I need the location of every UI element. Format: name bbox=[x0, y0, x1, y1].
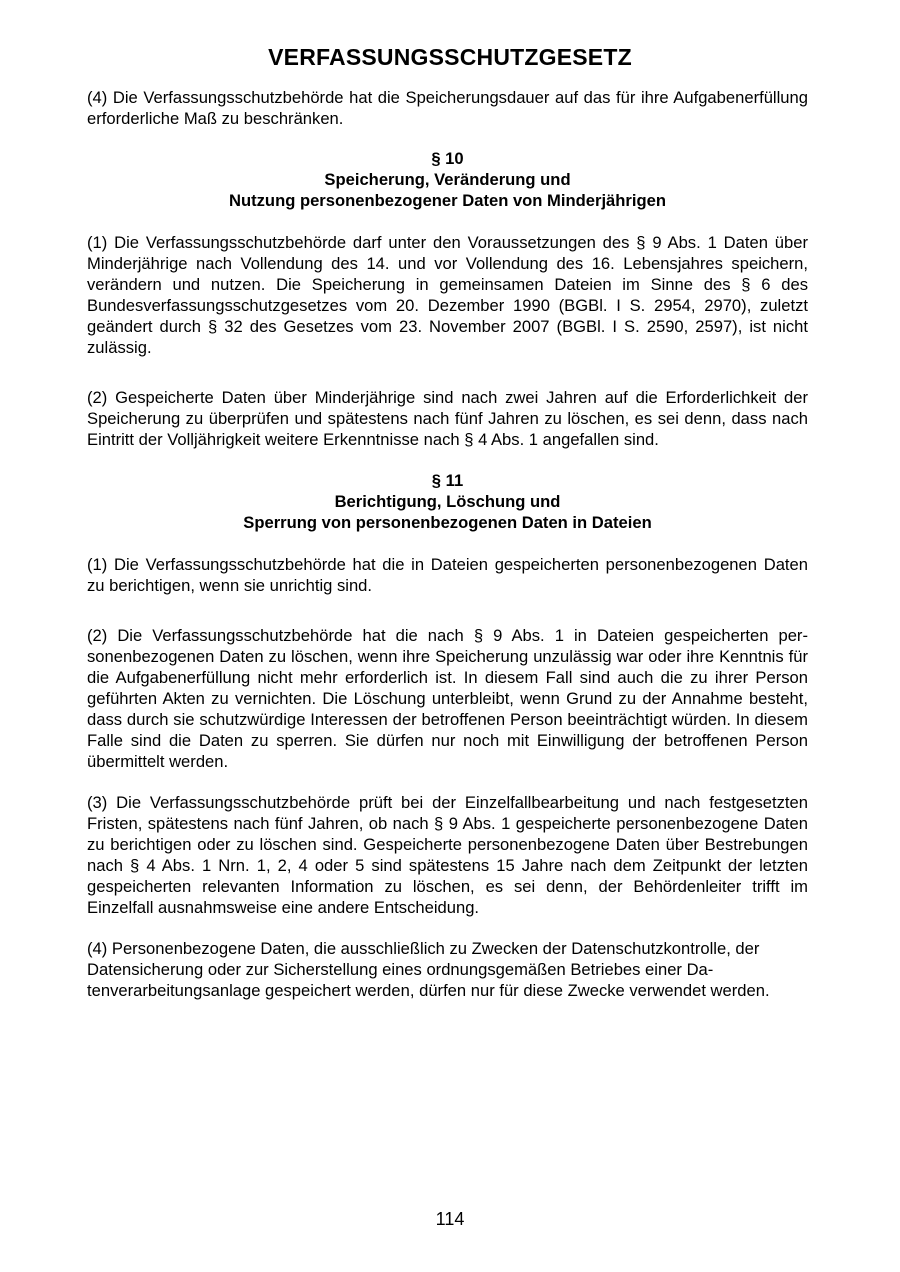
section-11-title-line1: Berichtigung, Löschung und bbox=[334, 492, 561, 511]
intro-paragraph: (4) Die Verfassungsschutzbehörde hat die Speicherungsdauer auf das für ihre Aufgabenerfüllung erforderliche Maß zu beschränken. bbox=[87, 88, 808, 128]
section-11-paragraph-2: (2) Die Verfassungsschutzbehörde hat die nach § 9 Abs. 1 in Dateien gespeicherten personenbezogenen Daten zu löschen, wenn ihre Speicherung unzulässig war oder ihre Kenntnis für die Aufgabenerfüllung nicht mehr erforderlich ist. In diesem Fall sind auch die zu ihrer Person geführten Akten zu vernichten. Die Löschung unterbleibt, wenn Grund zu der Annahme besteht, dass durch sie schutzwürdige Interessen der betroffenen Person beeinträchtigt würden. In diesem Falle sind die Daten zu sperren. Sie dürfen nur noch mit Einwilligung der betroffenen Person übermittelt werden. bbox=[87, 626, 808, 771]
section-10-heading bbox=[87, 148, 808, 211]
section-11-paragraph-1: (1) Die Verfassungsschutzbehörde hat die in Dateien gespeicherten personenbezogenen Daten zu berichtigen, wenn sie unrichtig sind. bbox=[87, 555, 808, 595]
document-title: VERFASSUNGSSCHUTZGESETZ bbox=[268, 44, 632, 70]
section-10-number: § 10 bbox=[431, 149, 464, 168]
section-10-paragraph-1: (1) Die Verfassungsschutzbehörde darf unter den Voraussetzungen des § 9 Abs. 1 Daten über Minderjährige nach Vollendung des 14. und vor Vollendung des 16. Lebensjahres speichern, verändern und nutzen. Die Speicherung in gemeinsamen Dateien im Sinne des § 6 des Bundesverfassungsschutzgesetzes vom 20. Dezember 1990 (BGBl. I S. 2954, 2970), zuletzt geändert durch § 32 des Gesetzes vom 23. November 2007 (BGBl. I S. 2590, 2597), ist nicht zulässig. bbox=[87, 233, 808, 357]
page-number: 114 bbox=[435, 1209, 465, 1229]
section-11-title-line2: Sperrung von personenbezogenen Daten in Dateien bbox=[243, 513, 652, 532]
section-10-paragraph-2: (2) Gespeicherte Daten über Minderjährige sind nach zwei Jahren auf die Erforderlichkeit der Speicherung zu überprüfen und spätestens nach fünf Jahren zu löschen, es sei denn, dass nach Eintritt der Volljährigkeit weitere Erkenntnisse nach § 4 Abs. 1 angefallen sind. bbox=[87, 388, 808, 449]
section-11-heading bbox=[87, 470, 808, 533]
section-10-title-line1: Speicherung, Veränderung und bbox=[324, 170, 571, 189]
section-11-number: § 11 bbox=[431, 471, 464, 490]
section-11-paragraph-4: (4) Personenbezogene Daten, die ausschließlich zu Zwecken der Datenschutzkontrolle, der Datensicherung oder zur Sicherstellung eines ordnungsgemäßen Betriebes einer Datenverarbeitungsanlage gespeichert werden, dürfen nur für diese Zwecke verwendet werden. bbox=[87, 939, 770, 1000]
section-10-title-line2: Nutzung personenbezogener Daten von Minderjährigen bbox=[228, 191, 666, 210]
document-body bbox=[87, 87, 808, 1001]
section-11-paragraph-3: (3) Die Verfassungsschutzbehörde prüft bei der Einzelfallbearbeitung und nach festgesetzten Fristen, spätestens nach fünf Jahren, ob nach § 9 Abs. 1 gespeicherte personenbezogene Daten zu berichtigen oder zu löschen sind. Gespeicherte personenbezogene Daten über Bestrebungen nach § 4 Abs. 1 Nrn. 1, 2, 4 oder 5 sind spätestens 15 Jahre nach dem Zeitpunkt der letzten gespeicherten relevanten Information zu löschen, es sei denn, der Behördenleiter trifft im Einzelfall ausnahmsweise eine andere Entscheidung. bbox=[87, 793, 808, 917]
